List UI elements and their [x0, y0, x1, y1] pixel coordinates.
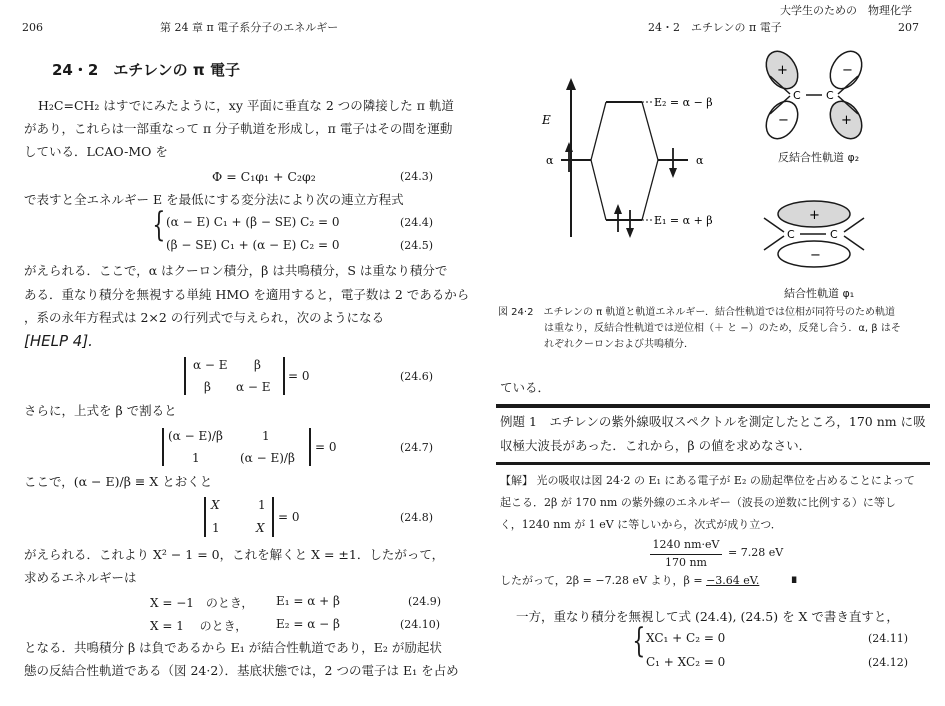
eq-24-4-number: (24.4): [400, 216, 434, 229]
body-line-11: 求めるエネルギーは: [24, 570, 137, 585]
eq-24-12-number: (24.12): [868, 656, 909, 669]
solution-line-3: く，1240 nm が 1 eV に等しいから，次式が成り立つ．: [500, 518, 782, 531]
carbon-label: C: [830, 228, 838, 241]
det3-bar-left: [204, 497, 206, 537]
eq-24-12: C₁ + XC₂ = 0: [646, 655, 726, 669]
phase-plus: +: [777, 63, 788, 78]
example-line-1: 例題 1 エチレンの紫外線吸収スペクトルを測定したところ，170 nm に吸: [500, 414, 926, 429]
carbon-label: C: [787, 228, 795, 241]
therefore-text: したがって，2β = −7.28 eV より，β =: [500, 574, 707, 587]
bonding-caption: 結合性軌道 φ₁: [784, 287, 855, 300]
e1-label: E₁ = α + β: [654, 214, 713, 227]
correlation-line: [591, 102, 606, 160]
carbon-label: C: [793, 89, 801, 102]
help-link: [HELP 4].: [24, 332, 93, 350]
det1-a: α − E: [193, 358, 228, 372]
e2-label: E₂ = α − β: [654, 96, 713, 109]
example-bottom-rule: [496, 462, 930, 465]
body-line-9: ここで，(α − E)/β ≡ X とおくと: [24, 474, 213, 489]
det3-bar-right: [272, 497, 274, 537]
det1-rhs: = 0: [288, 369, 310, 383]
det3-a: X: [211, 498, 220, 512]
running-head-left: 第 24 章 π 電子系分子のエネルギー: [160, 21, 339, 34]
solution-line-2: 起こる．2β が 170 nm の紫外線のエネルギー（波長の逆数に比例する）に等し: [500, 496, 896, 509]
carbon-label: C: [826, 89, 834, 102]
eq-24-11-number: (24.11): [868, 632, 909, 645]
det3-b: 1: [258, 498, 266, 512]
fraction-result: = 7.28 eV: [728, 546, 784, 559]
phase-plus: +: [841, 113, 852, 128]
phase-minus: −: [842, 63, 853, 78]
det2-rhs: = 0: [315, 440, 337, 454]
body-line-7: ，系の永年方程式は 2×2 の行列式で与えられ，次のようになる: [24, 310, 385, 325]
series-title: 大学生のための 物理化学: [780, 4, 912, 17]
det2-b: 1: [262, 429, 270, 443]
det2-bar-left: [162, 428, 164, 466]
therefore-line: [500, 574, 759, 588]
electron-down-arrowhead: [669, 168, 677, 178]
electron-down-arrowhead: [626, 228, 634, 238]
det3-c: 1: [212, 521, 220, 535]
eq-24-9-right: E₁ = α + β: [276, 594, 340, 608]
eq-24-9-left: X = −1 のとき，: [150, 596, 254, 610]
eq-24-10-right: E₂ = α − β: [276, 617, 340, 631]
phase-minus: −: [810, 248, 821, 263]
body-line-2: があり，これらは一部重なって π 分子軌道を形成し，π 電子はその間を運動: [24, 121, 453, 136]
body-line-8: さらに，上式を β で割ると: [24, 403, 177, 418]
energy-axis-arrowhead: [566, 78, 576, 90]
antibonding-caption: 反結合性軌道 φ₂: [778, 151, 860, 164]
det2-c: 1: [192, 451, 200, 465]
det2-bar-right: [309, 428, 311, 466]
continuation-text: ている．: [500, 380, 551, 395]
end-of-proof-mark: ∎: [790, 572, 799, 587]
body-line-10: がえられる．これより X² − 1 = 0，これを解くと X = ±1．したがって，: [24, 547, 445, 562]
eq-24-4: (α − E) C₁ + (β − SE) C₂ = 0: [166, 215, 340, 229]
energy-axis-label: E: [542, 113, 551, 127]
det1-b: β: [254, 358, 261, 372]
body-line-5: がえられる．ここで，α はクーロン積分，β は共鳴積分，S は重なり積分で: [24, 263, 448, 278]
eq-24-6-number: (24.6): [400, 370, 434, 383]
bonding-orbital-diagram: [760, 198, 880, 278]
fraction-numerator: 1240 nm·eV: [652, 538, 720, 551]
eq-24-5-number: (24.5): [400, 239, 434, 252]
figure-caption-line-2: は重なり，反結合性軌道では逆位相（＋ と −）のため，反発し合う．α, β はそ: [544, 323, 901, 334]
right-page: [478, 0, 945, 706]
equation-brace: {: [152, 205, 166, 245]
correlation-line: [642, 102, 658, 160]
alpha-label-right: α: [696, 154, 704, 167]
eq-24-3: Φ = C₁φ₁ + C₂φ₂: [212, 169, 316, 184]
phase-plus: +: [809, 208, 820, 223]
example-top-rule: [496, 404, 930, 408]
section-title: 24・2 エチレンの π 電子: [52, 61, 240, 79]
page-number-right: 207: [898, 21, 919, 34]
solution-line-1: 【解】 光の吸収は図 24·2 の E₁ にある電子が E₂ の励起準位を占めることによって: [500, 474, 915, 487]
det3-d: X: [256, 521, 265, 535]
eq-24-7-number: (24.7): [400, 441, 434, 454]
last-line: 一方，重なり積分を無視して式 (24.4), (24.5) を X で書き直すと，: [516, 609, 899, 624]
eq-24-5: (β − SE) C₁ + (α − E) C₂ = 0: [166, 238, 340, 252]
page-number-left: 206: [22, 21, 43, 34]
fraction-denominator: 170 nm: [664, 556, 707, 569]
det1-bar-right: [283, 357, 285, 395]
det3-rhs: = 0: [278, 510, 300, 524]
answer-value: −3.64 eV.: [706, 574, 760, 587]
body-line-1: H₂C=CH₂ はすでにみたように，xy 平面に垂直な 2 つの隣接した π 軌道: [38, 98, 454, 113]
alpha-label-left: α: [546, 154, 554, 167]
eq-24-11: XC₁ + C₂ = 0: [646, 631, 726, 645]
body-line-3: している．LCAO-MO を: [24, 144, 168, 159]
body-line-6: ある．重なり積分を無視する単純 HMO を適用すると，電子数は 2 であるから: [24, 287, 470, 302]
eq-24-10-left: X = 1 のとき，: [150, 619, 248, 633]
correlation-line: [591, 160, 606, 220]
equation-brace: {: [632, 621, 646, 661]
electron-up-arrowhead: [614, 204, 622, 214]
example-line-2: 収極大波長があった．これから，β の値を求めなさい．: [500, 438, 812, 453]
det2-d: (α − E)/β: [240, 451, 295, 465]
figure-caption-line-1: 図 24·2 エチレンの π 軌道と軌道エネルギー．結合性軌道では位相が同符号のため軌道: [498, 307, 895, 318]
energy-level-diagram: [528, 72, 778, 252]
body-line-4: で表すと全エネルギー E を最低にする変分法により次の連立方程式: [24, 192, 404, 207]
eq-24-10-number: (24.10): [400, 618, 441, 631]
phase-minus: −: [778, 113, 789, 128]
det1-bar-left: [184, 357, 186, 395]
eq-24-3-number: (24.3): [400, 170, 434, 183]
fraction-bar: [650, 554, 722, 555]
running-head-right: 24・2 エチレンの π 電子: [648, 21, 782, 34]
eq-24-8-number: (24.8): [400, 511, 434, 524]
figure-caption-line-3: れぞれクーロンおよび共鳴積分．: [544, 339, 694, 350]
correlation-line: [642, 160, 658, 220]
eq-24-9-number: (24.9): [408, 595, 442, 608]
body-line-12: となる．共鳴積分 β は負であるから E₁ が結合性軌道であり，E₂ が励起状: [24, 640, 442, 655]
det2-a: (α − E)/β: [168, 429, 223, 443]
antibonding-orbital-diagram: [760, 48, 880, 158]
det1-d: α − E: [236, 380, 271, 394]
body-line-13: 態の反結合性軌道である（図 24·2）．基底状態では，2 つの電子は E₁ を占め: [24, 663, 459, 678]
det1-c: β: [204, 380, 211, 394]
